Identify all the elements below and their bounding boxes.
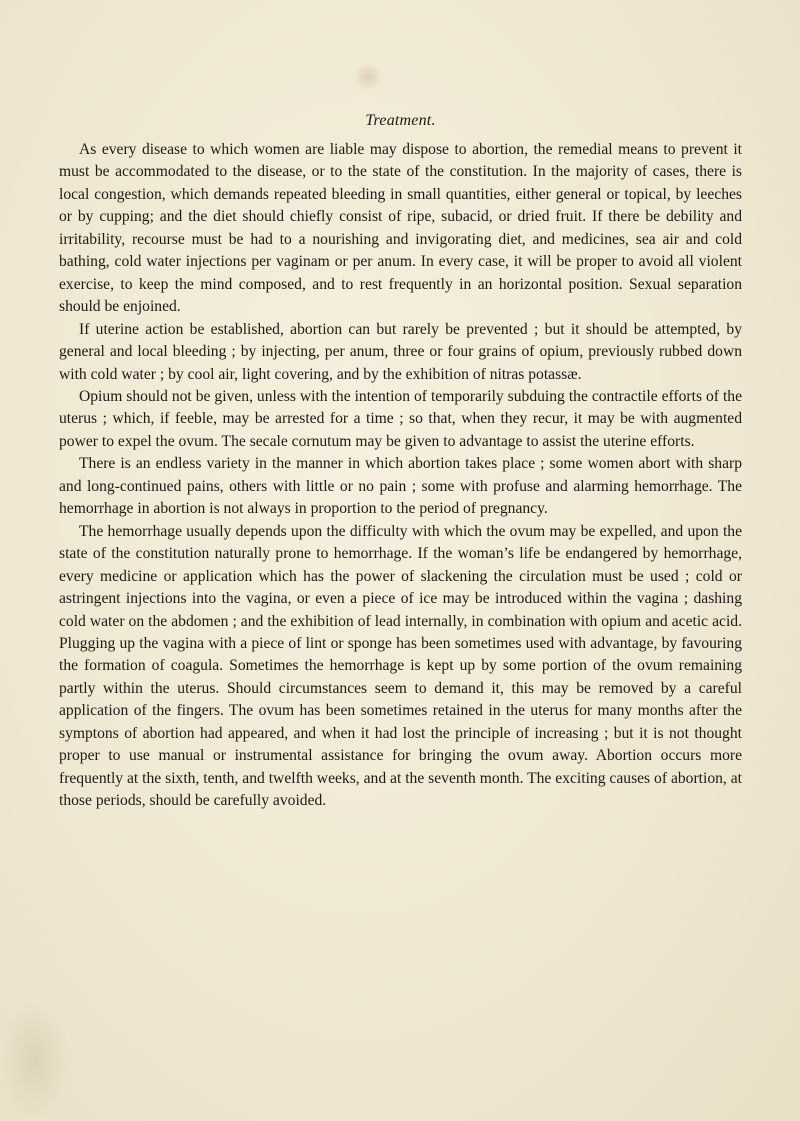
paper-stain — [355, 62, 381, 92]
page-body — [59, 112, 742, 813]
paragraph: The hemorrhage usually depends upon the difficulty with which the ovum may be expelled, and upon the state of the constitution naturally prone to hemorrhage. If the woman’s life be endangered by hemorrhage, every medicine or application which has the power of slackening the circulation must be used ; cold or astringent injections into the vagina, or even a piece of ice may be introduced within the vagina ; dashing cold water on the abdomen ; and the exhibition of lead internally, in combination with opium and acetic acid. Plugging up the vagina with a piece of lint or sponge has been sometimes used with advantage, by favouring the formation of coagula. Sometimes the hemorrhage is kept up by some portion of the ovum remaining partly within the uterus. Should circumstances seem to demand it, this may be removed by a careful application of the fingers. The ovum has been sometimes retained in the uterus for many months after the symptons of abortion had appeared, and when it had lost the principle of increasing ; but it is not thought proper to use manual or instrumental assistance for bringing the ovum away. Abortion occurs more frequently at the sixth, tenth, and twelfth weeks, and at the seventh month. The exciting causes of abortion, at those periods, should be carefully avoided. — [59, 522, 742, 810]
paragraph: There is an endless variety in the manner in which abortion takes place ; some women abort with sharp and long-continued pains, others with little or no pain ; some with profuse and alarming hemorrhage. The hemorrhage in abortion is not always in proportion to the period of pregnancy. — [59, 455, 742, 518]
paragraph: Opium should not be given, unless with the intention of temporarily subduing the contractile efforts of the uterus ; which, if feeble, may be arrested for a time ; so that, when they recur, it may be with augmented power to expel the ovum. The secale cornutum may be given to advantage to assist the uterine efforts. — [59, 387, 742, 450]
paragraph: As every disease to which women are liable may dispose to abortion, the remedial means to prevent it must be accommodated to the disease, or to the state of the constitution. In the majority of cases, there is local congestion, which demands repeated bleeding in small quantities, either general or topical, by leeches or by cupping; and the diet should chiefly consist of ripe, subacid, or dried fruit. If there be debility and irritability, recourse must be had to a nourishing and invigorating diet, and medicines, sea air and cold bathing, cold water injections per vaginam or per anum. In every case, it will be proper to avoid all violent exercise, to keep the mind composed, and to rest frequently in an horizontal position. Sexual separation should be enjoined. — [59, 141, 742, 316]
paper-stain — [0, 1000, 70, 1121]
paragraph: If uterine action be established, abortion can but rarely be prevented ; but it should be attempted, by general and local bleeding ; by injecting, per anum, three or four grains of opium, previously rubbed down with cold water ; by cool air, light covering, and by the exhibition of nitras potassæ. — [59, 320, 742, 383]
page-heading: Treatment. — [365, 112, 436, 129]
